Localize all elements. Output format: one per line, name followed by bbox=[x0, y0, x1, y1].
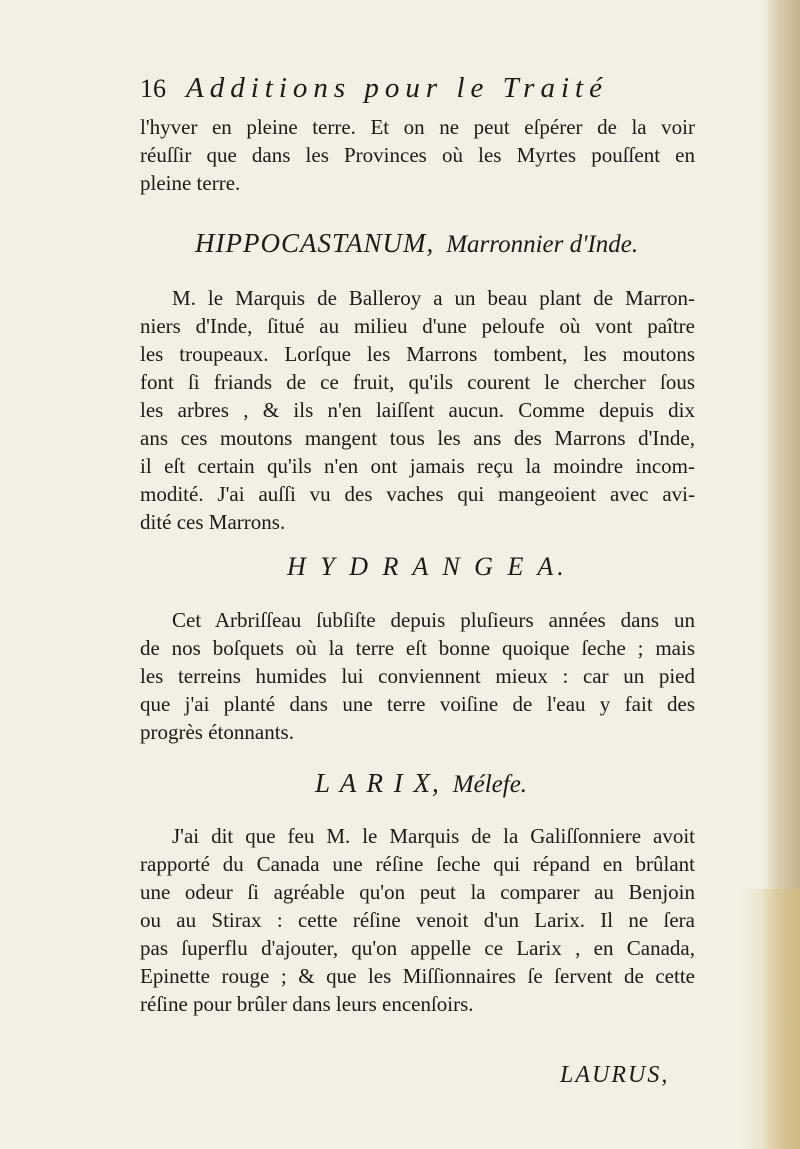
catchword: LAURUS, bbox=[560, 1062, 670, 1088]
text-line: réſine pour brûler dans leurs encenſoirs. bbox=[140, 992, 474, 1016]
paragraph-3 bbox=[140, 606, 695, 746]
text-line: de nos boſquets où la terre eſt bonne quoique ſeche ; mais bbox=[140, 636, 695, 660]
heading-latin: L A R I X, bbox=[315, 768, 441, 798]
text-line: niers d'Inde, ſitué au milieu d'une peloufe où vont paître bbox=[140, 314, 695, 338]
text-line: M. le Marquis de Balleroy a un beau plant de Marron- bbox=[172, 286, 695, 310]
text-line: les arbres , & ils n'en laiſſent aucun. Comme depuis dix bbox=[140, 398, 695, 422]
heading-french: Mélefe. bbox=[452, 771, 528, 798]
text-line: une odeur ſi agréable qu'on peut la comparer au Benjoin bbox=[140, 880, 695, 904]
text-line: Cet Arbriſſeau ſubſiſte depuis pluſieurs années dans un bbox=[172, 608, 695, 632]
running-title: Additions pour le Traité bbox=[186, 72, 608, 104]
text-line: les troupeaux. Lorſque les Marrons tombent, les moutons bbox=[140, 342, 695, 366]
text-line: rapporté du Canada une réſine ſeche qui répand en brûlant bbox=[140, 852, 695, 876]
text-line: modité. J'ai auſſi vu des vaches qui mangeoient avec avi- bbox=[140, 482, 695, 506]
text-line: dité ces Marrons. bbox=[140, 510, 286, 534]
paragraph-4 bbox=[140, 822, 695, 1018]
text-line: réuſſir que dans les Provinces où les Myrtes pouſſent en bbox=[140, 143, 695, 167]
page-number: 16 bbox=[140, 74, 166, 103]
text-line: il eſt certain qu'ils n'en ont jamais reçu la moindre incom- bbox=[140, 454, 695, 478]
paragraph-2 bbox=[140, 284, 695, 536]
text-line: progrès étonnants. bbox=[140, 720, 294, 744]
text-line: pas ſuperflu d'ajouter, qu'on appelle ce Larix , en Canada, bbox=[140, 936, 695, 960]
section-heading-larix bbox=[315, 768, 527, 799]
text-line: ans ces moutons mangent tous les ans des Marrons d'Inde, bbox=[140, 426, 695, 450]
page-header bbox=[140, 72, 690, 108]
heading-french: Marronnier d'Inde. bbox=[446, 231, 639, 258]
text-line: Epinette rouge ; & que les Miſſionnaires ſe ſervent de cette bbox=[140, 964, 695, 988]
text-line: font ſi friands de ce fruit, qu'ils courent le chercher ſous bbox=[140, 370, 695, 394]
text-line: l'hyver en pleine terre. Et on ne peut eſpérer de la voir bbox=[140, 115, 695, 139]
section-heading-hydrangea: H Y D R A N G E A. bbox=[287, 552, 568, 581]
text-line: J'ai dit que feu M. le Marquis de la Galiſſonniere avoit bbox=[172, 824, 695, 848]
text-line: pleine terre. bbox=[140, 171, 241, 195]
text-line: les terreins humides lui conviennent mieux : car un pied bbox=[140, 664, 695, 688]
heading-latin: HIPPOCASTANUM, bbox=[195, 228, 435, 258]
text-line: que j'ai planté dans une terre voiſine de l'eau y fait des bbox=[140, 692, 695, 716]
page-stain bbox=[740, 889, 800, 1149]
section-heading-hippocastanum bbox=[195, 228, 638, 259]
text-line: ou au Stirax : cette réſine venoit d'un Larix. Il ne ſera bbox=[140, 908, 695, 932]
paragraph-1 bbox=[140, 113, 695, 197]
